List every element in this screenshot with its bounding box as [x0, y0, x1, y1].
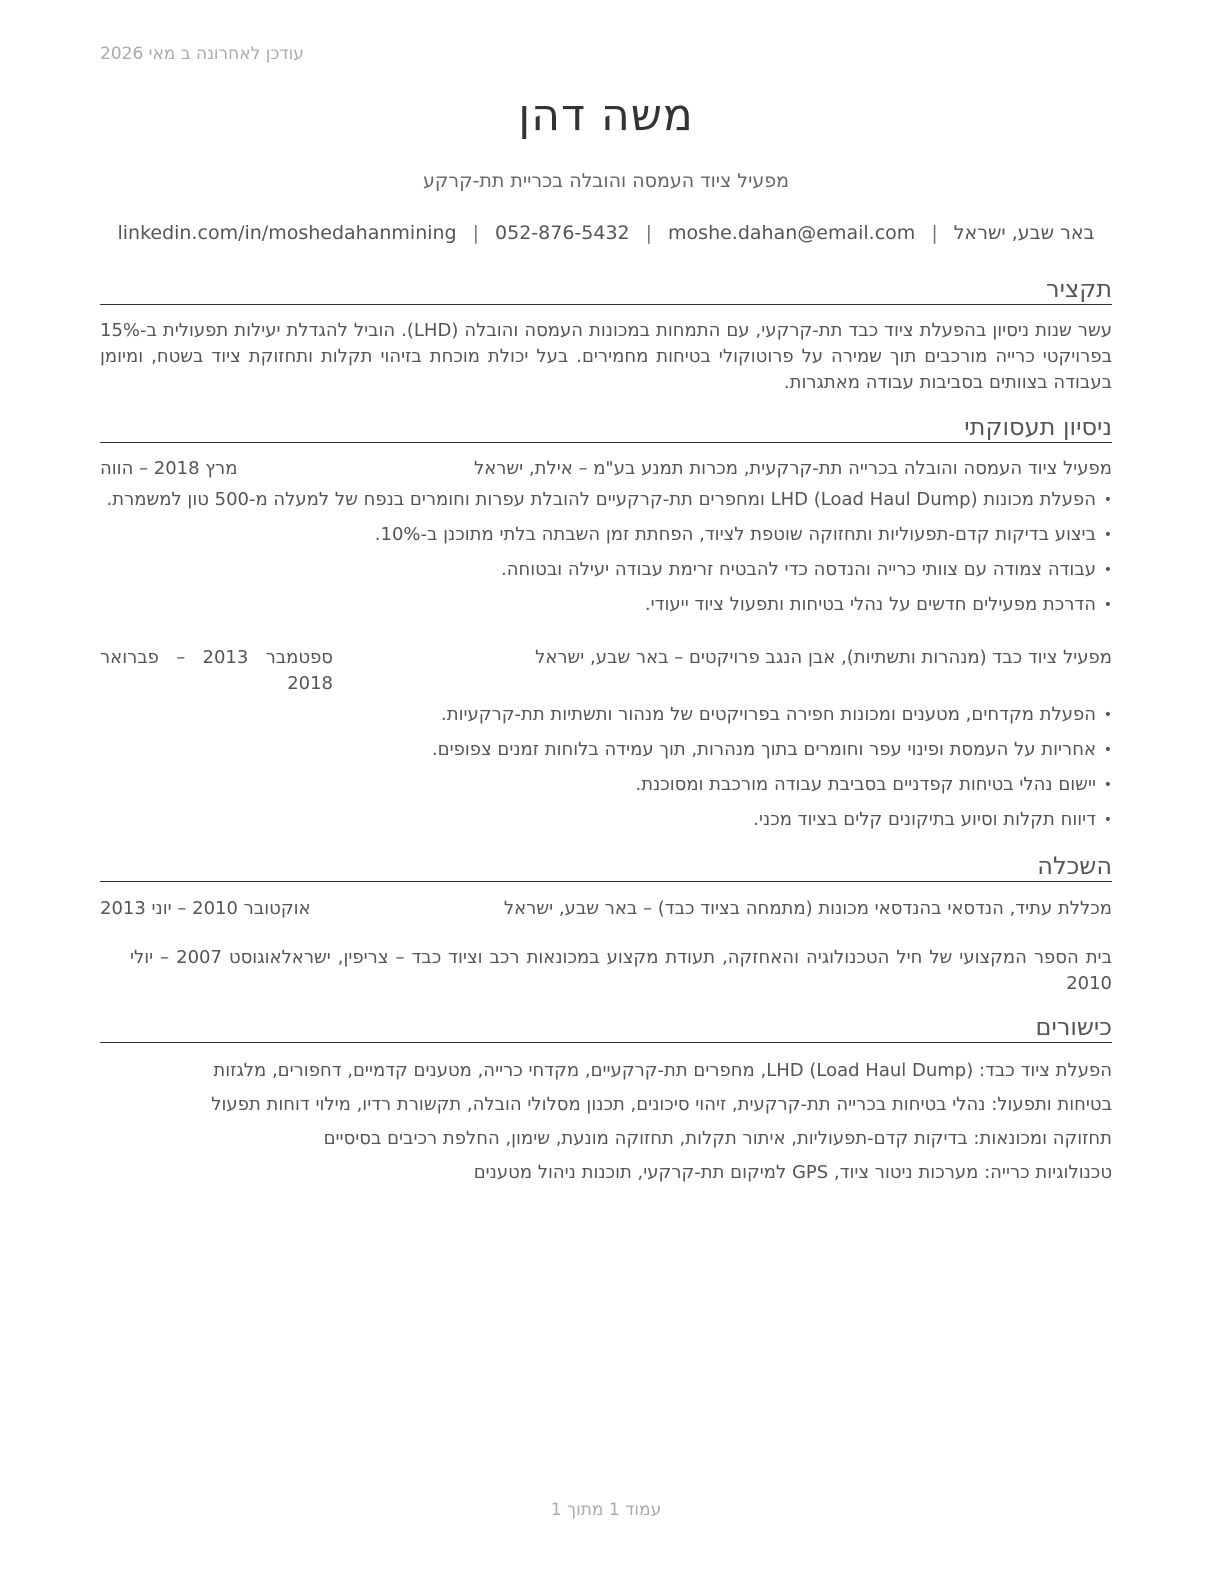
skills-heading: כישורים [100, 1012, 1112, 1043]
education-item-2 [100, 945, 1112, 997]
candidate-role: מפעיל ציוד העמסה והובלה בכריית תת-קרקע [422, 170, 790, 192]
candidate-name: משה דהן [518, 90, 694, 141]
skill-line: תחזוקה ומכונאות: בדיקות קדם-תפעוליות, איתור תקלות, תחזוקה מונעת, שימון, החלפת רכיבים בסיסיים [323, 1128, 1112, 1149]
job-1-title: מפעיל ציוד העמסה והובלה בכרייה תת-קרקעית, מכרות תמנע בע"מ – אילת, ישראל [473, 458, 1112, 479]
resume-page [100, 0, 1112, 1584]
list-item: • הפעלת מקדחים, מטענים ומכונות חפירה בפרויקטים של מנהור ותשתיות תת-קרקעיות. [100, 702, 1112, 728]
job-2-bullets [100, 702, 1112, 842]
education-2-text: בית הספר המקצועי של חיל הטכנולוגיה והאחזקה, תעודת מקצוע במכונאות רכב וציוד כבד – צריפין, ישראל [281, 947, 1112, 968]
contact-separator: | [931, 222, 938, 244]
job-1-dates: מרץ 2018 – הווה [100, 458, 238, 479]
list-item: • עבודה צמודה עם צוותי כרייה והנדסה כדי להבטיח זרימת עבודה יעילה ובטוחה. [100, 557, 1112, 583]
contact-linkedin[interactable]: linkedin.com/in/moshedahanmining [117, 222, 457, 244]
summary-text: עשר שנות ניסיון בהפעלת ציוד כבד תת-קרקעי, עם התמחות במכונות העמסה והובלה (LHD). הוביל להגדלת יעילות תפעולית ב-15% בפרויקטי כרייה מורכבים תוך שמירה על פרוטוקולי בטיחות מחמירים. בעל יכולת מוכחת בזיהוי תקלות ותחזוקת ציוד בשטח, ומיומן בעבודה בצוותים בסביבות עבודה מאתגרות. [100, 320, 1112, 393]
education-1-dates: אוקטובר 2010 – יוני 2013 [100, 898, 311, 919]
contact-location: באר שבע, ישראל [953, 222, 1095, 244]
education-1-text: מכללת עתיד, הנדסאי בהנדסאי מכונות (מתמחה בציוד כבד) – באר שבע, ישראל [503, 898, 1112, 919]
experience-heading: ניסיון תעסוקתי [100, 412, 1112, 443]
job-2-title: מפעיל ציוד כבד (מנהרות ותשתיות), אבן הנגב פרויקטים – באר שבע, ישראל [535, 647, 1112, 668]
skill-line: הפעלת ציוד כבד: LHD (Load Haul Dump), מחפרים תת-קרקעיים, מקדחי כרייה, מטענים קדמיים, דחפורים, מלגזות [213, 1060, 1112, 1081]
job-2-dates: ספטמבר 2013 – פברואר 2018 [100, 647, 333, 694]
contact-separator: | [472, 222, 480, 244]
contact-phone[interactable]: 052-876-5432 [495, 222, 630, 244]
last-updated: עודכן לאחרונה ב מאי 2026 [100, 44, 304, 64]
skills-list [100, 1058, 1112, 1194]
list-item: • דיווח תקלות וסיוע בתיקונים קלים בציוד מכני. [100, 807, 1112, 833]
list-item: • יישום נהלי בטיחות קפדניים בסביבת עבודה מורכבת ומסוכנת. [100, 772, 1112, 798]
job-1-bullets [100, 487, 1112, 627]
page-number: עמוד 1 מתוך 1 [550, 1500, 662, 1520]
list-item: • הפעלת מכונות LHD (Load Haul Dump) ומחפרים תת-קרקעיים להובלת עפרות וחומרים בנפח של למעלה מ-500 טון למשמרת. [100, 487, 1112, 513]
skill-line: טכנולוגיות כרייה: מערכות ניטור ציוד, GPS למיקום תת-קרקעי, תוכנות ניהול מטענים [473, 1162, 1112, 1183]
contact-line [40, 222, 1172, 244]
skill-line: בטיחות ותפעול: נהלי בטיחות בכרייה תת-קרקעית, זיהוי סיכונים, תכנון מסלולי הובלה, תקשורת רדיו, מילוי דוחות תפעול [211, 1094, 1112, 1115]
list-item: • ביצוע בדיקות קדם-תפעוליות ותחזוקה שוטפת לציוד, הפחתת זמן השבתה בלתי מתוכנן ב-10%. [100, 522, 1112, 548]
list-item: • אחריות על העמסת ופינוי עפר וחומרים בתוך מנהרות, תוך עמידה בלוחות זמנים צפופים. [100, 737, 1112, 763]
education-2-dates: אוגוסט 2007 – יולי 2010 [130, 947, 1112, 994]
education-heading: השכלה [100, 851, 1112, 882]
list-item: • הדרכת מפעילים חדשים על נהלי בטיחות ותפעול ציוד ייעודי. [100, 592, 1112, 618]
contact-email[interactable]: moshe.dahan@email.com [668, 222, 916, 244]
contact-separator: | [645, 222, 653, 244]
summary-heading: תקציר [100, 274, 1112, 305]
